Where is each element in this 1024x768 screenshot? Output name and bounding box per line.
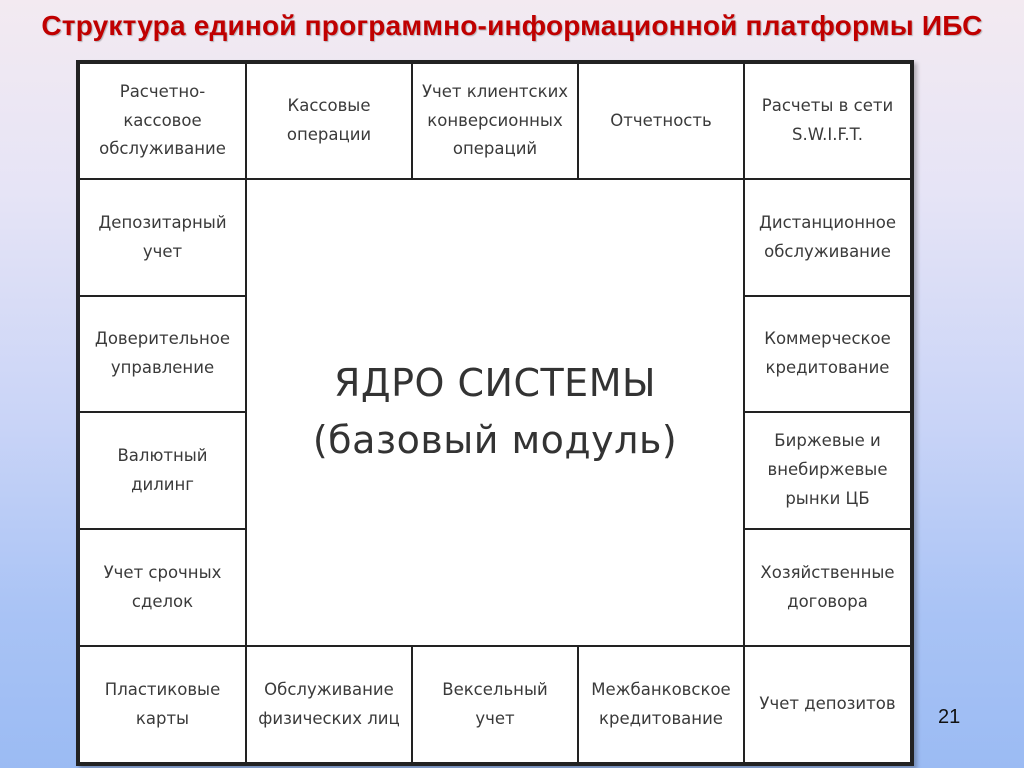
module-remote-service: Дистанционное обслуживание: [743, 178, 912, 297]
module-trust-management: Доверительное управление: [78, 295, 247, 413]
module-business-contracts: Хозяйственные договора: [743, 528, 912, 647]
slide-title: Структура единой программно-информационной платформы ИБС: [41, 10, 983, 41]
module-client-conversion-operations: Учет клиентских конверсионных операций: [411, 62, 579, 180]
module-currency-dealing: Валютный дилинг: [78, 411, 247, 530]
module-forward-deals-accounting: Учет срочных сделок: [78, 528, 247, 647]
module-commercial-lending: Коммерческое кредитование: [743, 295, 912, 413]
module-swift-settlements: Расчеты в сети S.W.I.F.T.: [743, 62, 912, 180]
module-plastic-cards: Пластиковые карты: [78, 645, 247, 764]
module-depository-accounting: Депозитарный учет: [78, 178, 247, 297]
module-reporting: Отчетность: [577, 62, 745, 180]
system-core: [246, 178, 744, 645]
core-title: ЯДРО СИСТЕМЫ: [333, 360, 657, 405]
module-settlement-cash-service: Расчетно- кассовое обслуживание: [78, 62, 247, 180]
module-individual-service: Обслуживание физических лиц: [245, 645, 413, 764]
module-securities-markets: Биржевые и внебиржевые рынки ЦБ: [743, 411, 912, 530]
module-cash-operations: Кассовые операции: [245, 62, 413, 180]
module-deposits-accounting: Учет депозитов: [743, 645, 912, 764]
module-interbank-lending: Межбанковское кредитование: [577, 645, 745, 764]
core-subtitle: (базовый модуль): [312, 417, 678, 462]
module-bills-accounting: Вексельный учет: [411, 645, 579, 764]
page-number: 21: [938, 706, 961, 728]
